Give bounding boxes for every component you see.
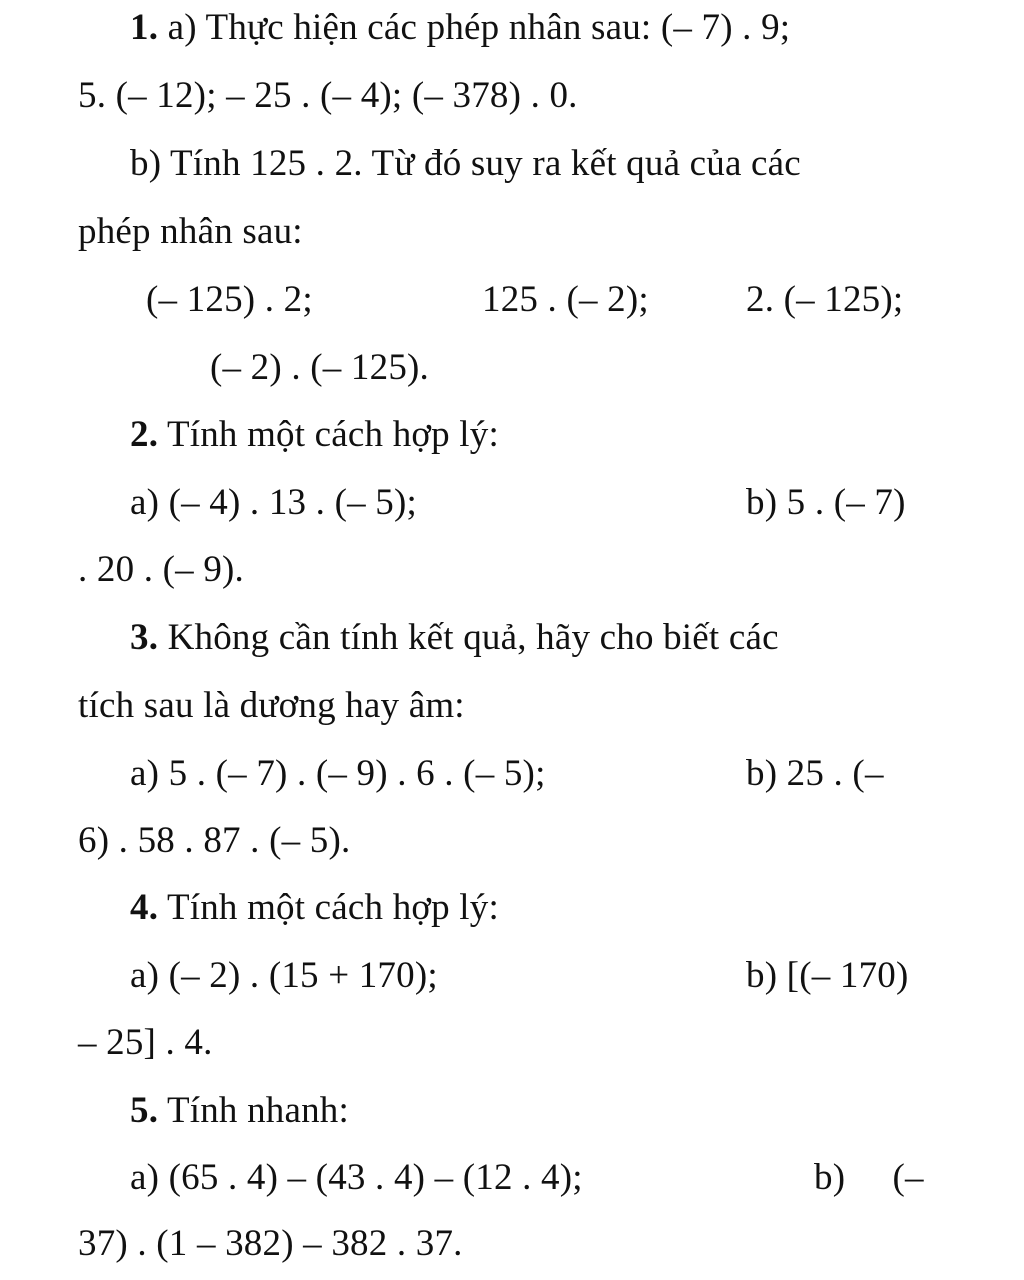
problem-5-title-text: Tính nhanh: (158, 1090, 349, 1131)
problem-4-title (130, 886, 499, 930)
problem-2-title-text: Tính một cách hợp lý: (158, 414, 499, 455)
problem-3-part-a: a) 5 . (– 7) . (– 9) . 6 . (– 5); (130, 753, 546, 794)
problem-5-part-a: a) (65 . 4) – (43 . 4) – (12 . 4); (130, 1157, 583, 1198)
problem-1-number: 1. (130, 7, 159, 48)
problem-2-part-a: a) (– 4) . 13 . (– 5); (130, 482, 417, 523)
problem-3-line-1 (130, 616, 779, 660)
problem-3-part-b: b) 25 . (– (746, 753, 884, 794)
problem-4-title-text: Tính một cách hợp lý: (158, 887, 499, 928)
problem-5-number: 5. (130, 1090, 159, 1131)
problem-1-expr-2: 125 . (– 2); (482, 279, 649, 320)
problem-4-number: 4. (130, 887, 159, 928)
problem-3-number: 3. (130, 617, 159, 658)
problem-3-part-b-cont: 6) . 58 . 87 . (– 5). (78, 820, 351, 861)
problem-5-part-b-cont: 37) . (1 – 382) – 382 . 37. (78, 1223, 463, 1264)
problem-1-line-1 (130, 6, 790, 50)
problem-5-title (130, 1089, 349, 1133)
problem-1-expr-1: (– 125) . 2; (146, 279, 313, 320)
problem-1-expr-3: 2. (– 125); (746, 279, 904, 320)
problem-5-part-b: b) (– (814, 1157, 924, 1198)
problem-2-part-b-cont: . 20 . (– 9). (78, 549, 244, 590)
problem-3-line-2: tích sau là dương hay âm: (78, 685, 465, 726)
problem-4-part-b: b) [(– 170) (746, 955, 909, 996)
problem-2-number: 2. (130, 414, 159, 455)
problem-1-part-b-cont: phép nhân sau: (78, 211, 303, 252)
problem-1-text: a) Thực hiện các phép nhân sau: (– 7) . 9; (158, 7, 791, 48)
problem-4-part-b-cont: – 25] . 4. (78, 1022, 213, 1063)
problem-1-expr-4: (– 2) . (– 125). (210, 347, 429, 388)
problem-1-part-b: b) Tính 125 . 2. Từ đó suy ra kết quả của các (130, 143, 801, 184)
problem-1-line-2: 5. (– 12); – 25 . (– 4); (– 378) . 0. (78, 75, 578, 116)
problem-2-title (130, 413, 499, 457)
problem-2-part-b: b) 5 . (– 7) (746, 482, 906, 523)
problem-4-part-a: a) (– 2) . (15 + 170); (130, 955, 438, 996)
problem-3-text: Không cần tính kết quả, hãy cho biết các (158, 617, 779, 658)
